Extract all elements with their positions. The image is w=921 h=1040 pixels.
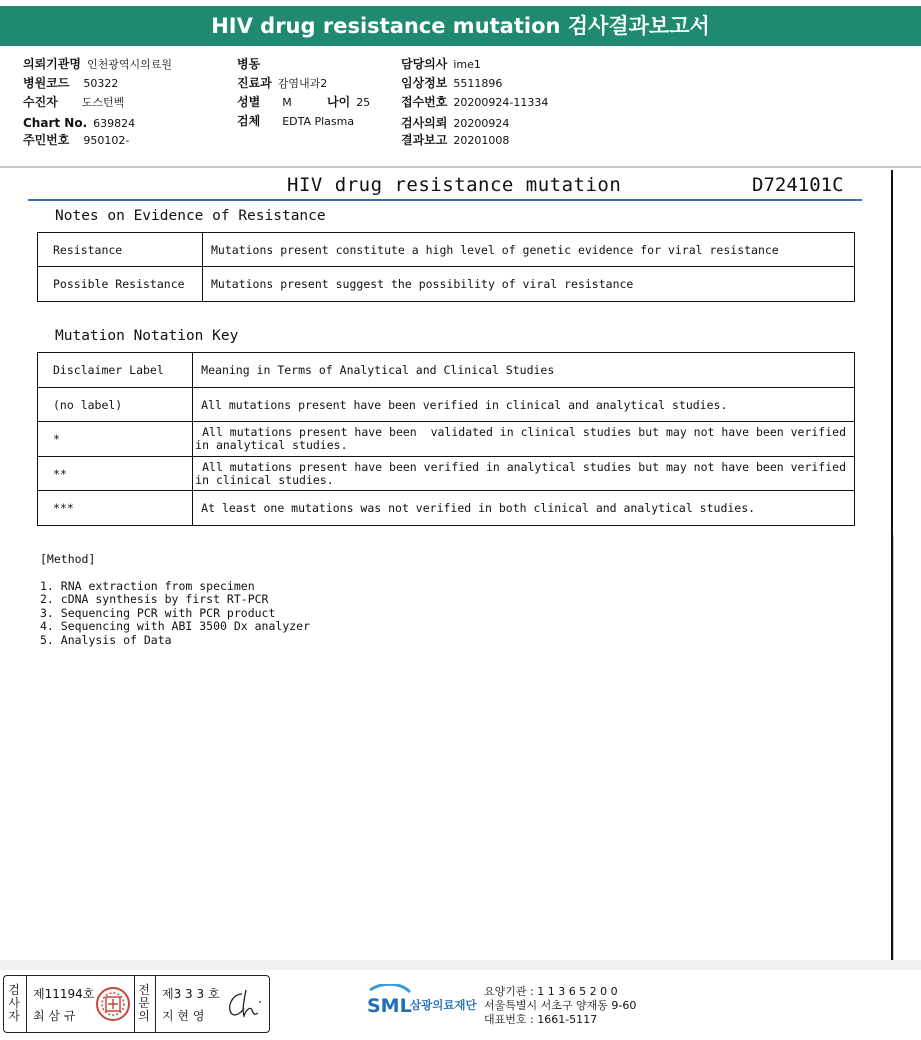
examiner-label: 검사자 <box>8 983 20 1023</box>
key-table <box>37 352 855 526</box>
sml-logo <box>366 984 477 1020</box>
signature-icon <box>222 986 264 1022</box>
info-field: 검체 EDTA Plasma <box>237 114 355 128</box>
note-text: Mutations present suggest the possibility of viral resistance <box>203 267 855 302</box>
method-heading: [Method] <box>40 552 96 566</box>
specialist-name: 지 현 영 <box>162 1009 205 1023</box>
info-field: 접수번호 20200924-11334 <box>401 95 549 109</box>
divider <box>155 976 156 1032</box>
key-meaning <box>193 388 855 422</box>
org-name: 삼광의료재단 <box>410 998 477 1012</box>
key-label: *** <box>38 491 193 526</box>
table-row <box>38 267 855 302</box>
info-field: Chart No. 639824 <box>23 116 136 130</box>
title-divider <box>28 199 862 201</box>
logo-text: SML <box>367 995 412 1016</box>
method-step: 2. cDNA synthesis by first RT-PCR <box>40 592 269 606</box>
divider <box>134 976 135 1032</box>
document-code: D724101C <box>752 174 844 196</box>
key-meaning-line: in analytical studies. <box>195 438 348 452</box>
key-meaning-line: All mutations present have been verified in clinical and analytical studies. <box>201 397 728 412</box>
key-label: * <box>38 422 193 457</box>
info-field: 병원코드 50322 <box>23 76 119 90</box>
info-field: 진료과 감염내과2 <box>237 76 328 90</box>
info-field: 나이 25 <box>327 95 371 109</box>
note-term: Resistance <box>38 233 203 267</box>
divider <box>26 976 27 1032</box>
key-meaning <box>193 422 855 457</box>
info-field: 의뢰기관명 인천광역시의료원 <box>23 57 172 71</box>
key-meaning <box>193 491 855 526</box>
specialist-label: 전문의 <box>138 983 150 1023</box>
table-row <box>38 388 855 422</box>
info-line: 서울특별시 서초구 양재동 9-60 <box>484 999 637 1012</box>
info-field: 주민번호 950102- <box>23 133 130 147</box>
key-label: ** <box>38 457 193 491</box>
method-step: 1. RNA extraction from specimen <box>40 578 255 593</box>
info-field: 임상정보 5511896 <box>401 76 503 90</box>
info-field: 결과보고 20201008 <box>401 133 510 147</box>
patient-info-header <box>0 46 921 168</box>
document-title: HIV drug resistance mutation <box>287 174 622 196</box>
info-field: 담당의사 ime1 <box>401 57 481 71</box>
notes-heading: Notes on Evidence of Resistance <box>55 208 326 224</box>
report-title: HIV drug resistance mutation 검사결과보고서 <box>0 6 921 46</box>
key-meaning-line: All mutations present have been verified in analytical studies but may not have been verified <box>195 459 846 474</box>
org-info <box>484 985 636 1027</box>
examiner-license: 제11194호 <box>33 987 95 1001</box>
table-row <box>38 491 855 526</box>
method-step: 5. Analysis of Data <box>40 632 172 647</box>
key-header-label: Disclaimer Label <box>38 353 193 388</box>
table-row <box>38 233 855 267</box>
method-step: 3. Sequencing PCR with PCR product <box>40 605 276 620</box>
specialist-license: 제3 3 3 호 <box>162 987 220 1001</box>
table-row <box>38 422 855 457</box>
info-line: 대표번호 : 1661-5117 <box>484 1013 598 1026</box>
page-border-shadow <box>893 535 894 960</box>
signature-box <box>3 975 270 1033</box>
sml-logo-icon <box>366 984 412 1016</box>
note-term: Possible Resistance <box>38 267 203 302</box>
info-field: 성별 M <box>237 95 292 109</box>
key-meaning-line: At least one mutations was not verified in both clinical and analytical studies. <box>201 501 756 515</box>
method-step: 4. Sequencing with ABI 3500 Dx analyzer <box>40 619 311 633</box>
key-meaning <box>193 457 855 491</box>
info-field: 병동 <box>237 57 261 71</box>
table-row <box>38 353 855 388</box>
seal-stamp-icon <box>95 986 131 1022</box>
examiner-name: 최 삼 규 <box>33 1009 76 1023</box>
notes-table <box>37 232 855 302</box>
key-meaning-line: All mutations present have been validated in clinical studies but may not have been verified <box>195 425 846 439</box>
key-label: (no label) <box>38 388 193 422</box>
method-section <box>40 553 310 647</box>
info-field: 검사의뢰 20200924 <box>401 116 510 130</box>
note-text: Mutations present constitute a high level of genetic evidence for viral resistance <box>203 233 855 267</box>
key-meaning-line: in clinical studies. <box>195 472 334 487</box>
table-row <box>38 457 855 491</box>
key-heading: Mutation Notation Key <box>55 328 239 344</box>
info-line: 요양기관 : 1 1 3 6 5 2 0 0 <box>484 985 618 998</box>
key-header-meaning: Meaning in Terms of Analytical and Clinical Studies <box>193 353 855 388</box>
info-field: 수진자 도스턴벡 <box>23 95 125 109</box>
